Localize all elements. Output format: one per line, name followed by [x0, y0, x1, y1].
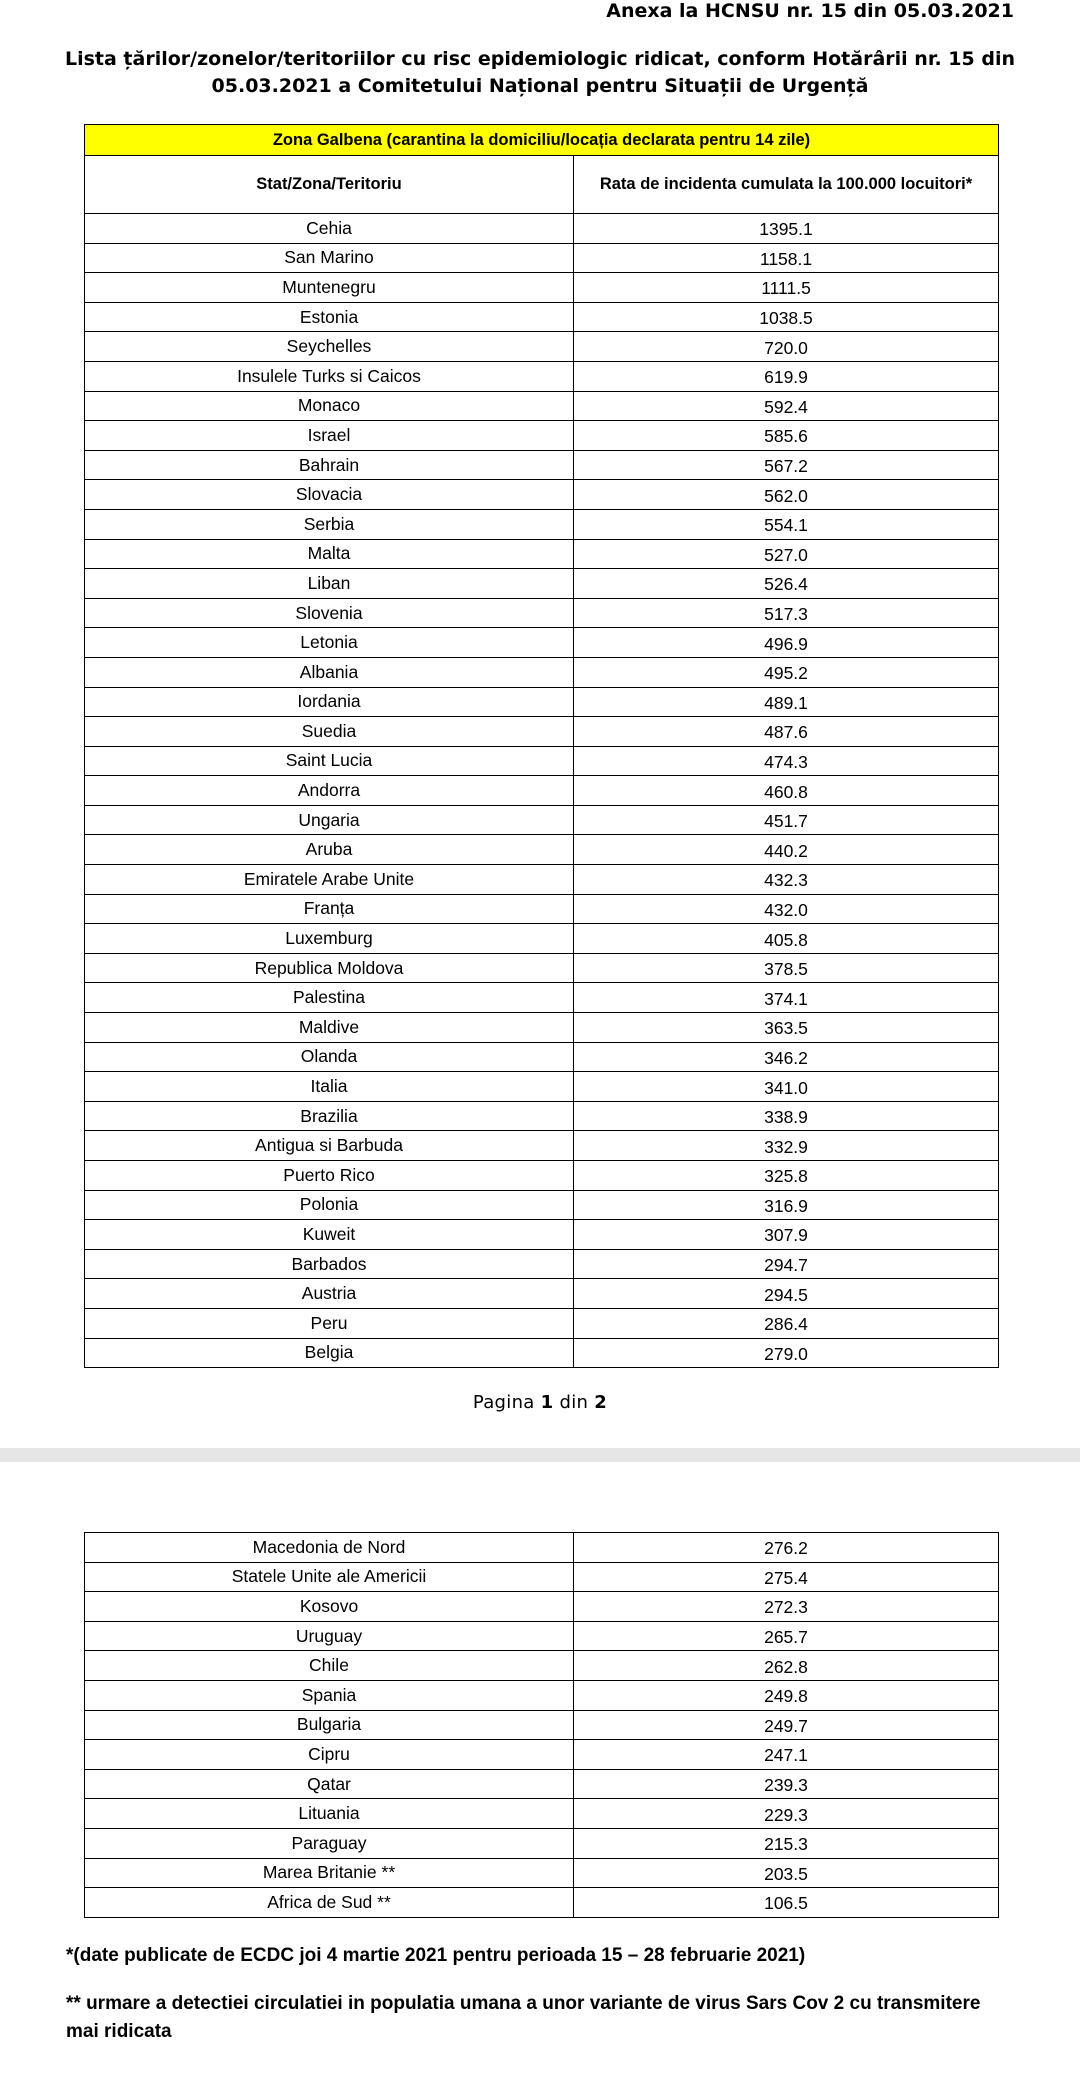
- table-row: [85, 1769, 999, 1799]
- table-row: [85, 539, 999, 569]
- incidence-rate-cell: 346.2: [574, 1042, 999, 1072]
- incidence-rate-cell: 239.3: [574, 1769, 999, 1799]
- country-cell: Lituania: [85, 1799, 574, 1829]
- table-row: [85, 1621, 999, 1651]
- incidence-rate-cell: 286.4: [574, 1308, 999, 1338]
- table-row: [85, 361, 999, 391]
- table-row: [85, 1592, 999, 1622]
- table-row: [85, 509, 999, 539]
- table-row: [85, 924, 999, 954]
- table-row: [85, 746, 999, 776]
- document-title-line-1: Lista țărilor/zonelor/teritoriilor cu risc epidemiologic ridicat, conform Hotărârii nr. 15 din: [64, 48, 1016, 70]
- country-cell: Monaco: [85, 391, 574, 421]
- incidence-rate-cell: 432.3: [574, 865, 999, 895]
- table-row: [85, 598, 999, 628]
- table-row: [85, 273, 999, 303]
- risk-countries-table-page-1: [84, 124, 999, 1368]
- footnote-ecdc-source: *(date publicate de ECDC joi 4 martie 2021 pentru perioada 15 – 28 februarie 2021): [66, 1945, 806, 1966]
- country-cell: Insulele Turks si Caicos: [85, 361, 574, 391]
- zone-label: Zona Galbena (carantina la domiciliu/locația declarata pentru 14 zile): [85, 125, 999, 156]
- incidence-rate-cell: 275.4: [574, 1562, 999, 1592]
- country-cell: Serbia: [85, 509, 574, 539]
- incidence-rate-cell: 203.5: [574, 1858, 999, 1888]
- current-page: 1: [540, 1392, 554, 1413]
- country-cell: Slovenia: [85, 598, 574, 628]
- table-row: [85, 1308, 999, 1338]
- table-row: [85, 480, 999, 510]
- incidence-rate-cell: 363.5: [574, 1013, 999, 1043]
- of-word: din: [559, 1392, 589, 1413]
- table-row: [85, 1101, 999, 1131]
- country-cell: Letonia: [85, 628, 574, 658]
- table-row: [85, 1338, 999, 1368]
- table-row: [85, 1042, 999, 1072]
- incidence-rate-cell: 474.3: [574, 746, 999, 776]
- incidence-rate-cell: 249.7: [574, 1710, 999, 1740]
- country-cell: Emiratele Arabe Unite: [85, 865, 574, 895]
- table-row: [85, 1799, 999, 1829]
- table-row: [85, 450, 999, 480]
- incidence-rate-cell: 440.2: [574, 835, 999, 865]
- country-cell: Peru: [85, 1308, 574, 1338]
- country-cell: Polonia: [85, 1190, 574, 1220]
- country-cell: Macedonia de Nord: [85, 1533, 574, 1563]
- table-row: [85, 1651, 999, 1681]
- country-cell: Seychelles: [85, 332, 574, 362]
- incidence-rate-cell: 378.5: [574, 953, 999, 983]
- country-cell: Bahrain: [85, 450, 574, 480]
- country-cell: Kuweit: [85, 1220, 574, 1250]
- table-row: [85, 1131, 999, 1161]
- table-row: [85, 1161, 999, 1191]
- country-cell: Antigua si Barbuda: [85, 1131, 574, 1161]
- table-row: [85, 243, 999, 273]
- table-row: [85, 717, 999, 747]
- country-cell: Saint Lucia: [85, 746, 574, 776]
- table-row: [85, 657, 999, 687]
- incidence-rate-cell: 294.7: [574, 1249, 999, 1279]
- table-row: [85, 983, 999, 1013]
- country-cell: Estonia: [85, 302, 574, 332]
- country-cell: Brazilia: [85, 1101, 574, 1131]
- table-row: [85, 687, 999, 717]
- incidence-rate-cell: 247.1: [574, 1740, 999, 1770]
- incidence-rate-cell: 1111.5: [574, 273, 999, 303]
- table-row: [85, 1710, 999, 1740]
- column-header-rate: Rata de incidenta cumulata la 100.000 locuitori*: [574, 156, 999, 214]
- incidence-rate-cell: 325.8: [574, 1161, 999, 1191]
- incidence-rate-cell: 215.3: [574, 1828, 999, 1858]
- country-cell: Spania: [85, 1680, 574, 1710]
- table-row: [85, 953, 999, 983]
- table-row: [85, 1828, 999, 1858]
- incidence-rate-cell: 517.3: [574, 598, 999, 628]
- table-row: [85, 1190, 999, 1220]
- table-row: [85, 1680, 999, 1710]
- table-row: [85, 214, 999, 244]
- table-row: [85, 569, 999, 599]
- country-cell: Luxemburg: [85, 924, 574, 954]
- incidence-rate-cell: 249.8: [574, 1680, 999, 1710]
- table-row: [85, 1013, 999, 1043]
- country-cell: Bulgaria: [85, 1710, 574, 1740]
- country-cell: Palestina: [85, 983, 574, 1013]
- incidence-rate-cell: 432.0: [574, 894, 999, 924]
- table-row: [85, 805, 999, 835]
- country-cell: Franța: [85, 894, 574, 924]
- country-cell: Chile: [85, 1651, 574, 1681]
- zone-header-row: [85, 125, 999, 156]
- incidence-rate-cell: 307.9: [574, 1220, 999, 1250]
- incidence-rate-cell: 554.1: [574, 509, 999, 539]
- table-row: [85, 1858, 999, 1888]
- incidence-rate-cell: 567.2: [574, 450, 999, 480]
- country-cell: Republica Moldova: [85, 953, 574, 983]
- incidence-rate-cell: 487.6: [574, 717, 999, 747]
- country-cell: Ungaria: [85, 805, 574, 835]
- country-cell: Africa de Sud **: [85, 1888, 574, 1918]
- incidence-rate-cell: 489.1: [574, 687, 999, 717]
- table-row: [85, 302, 999, 332]
- document-title: [60, 46, 1020, 100]
- country-cell: Statele Unite ale Americii: [85, 1562, 574, 1592]
- page-number: [0, 1392, 1080, 1413]
- column-header-row: [85, 156, 999, 214]
- country-cell: Aruba: [85, 835, 574, 865]
- total-pages: 2: [594, 1392, 608, 1413]
- incidence-rate-cell: 294.5: [574, 1279, 999, 1309]
- table-row: [85, 1533, 999, 1563]
- country-cell: Malta: [85, 539, 574, 569]
- page-separator: [0, 1448, 1080, 1462]
- table-row: [85, 1249, 999, 1279]
- incidence-rate-cell: 451.7: [574, 805, 999, 835]
- country-cell: Austria: [85, 1279, 574, 1309]
- table-row: [85, 1072, 999, 1102]
- table-row: [85, 628, 999, 658]
- incidence-rate-cell: 332.9: [574, 1131, 999, 1161]
- country-cell: Slovacia: [85, 480, 574, 510]
- table-row: [85, 894, 999, 924]
- table-row: [85, 1740, 999, 1770]
- country-cell: Barbados: [85, 1249, 574, 1279]
- country-cell: Iordania: [85, 687, 574, 717]
- incidence-rate-cell: 619.9: [574, 361, 999, 391]
- country-cell: Israel: [85, 421, 574, 451]
- incidence-rate-cell: 338.9: [574, 1101, 999, 1131]
- incidence-rate-cell: 527.0: [574, 539, 999, 569]
- country-cell: Maldive: [85, 1013, 574, 1043]
- incidence-rate-cell: 585.6: [574, 421, 999, 451]
- table-row: [85, 835, 999, 865]
- page-word: Pagina: [472, 1392, 535, 1413]
- table-row: [85, 332, 999, 362]
- country-cell: Paraguay: [85, 1828, 574, 1858]
- table-row: [85, 391, 999, 421]
- country-cell: Kosovo: [85, 1592, 574, 1622]
- incidence-rate-cell: 279.0: [574, 1338, 999, 1368]
- footnote-variant-detection: ** urmare a detectiei circulatiei in populatia umana a unor variante de virus Sars Cov 2 cu transmitere mai ridicata: [66, 1993, 981, 2042]
- table-row: [85, 1279, 999, 1309]
- table-row: [85, 865, 999, 895]
- annex-reference: Anexa la HCNSU nr. 15 din 05.03.2021: [606, 0, 1014, 22]
- incidence-rate-cell: 720.0: [574, 332, 999, 362]
- incidence-rate-cell: 526.4: [574, 569, 999, 599]
- incidence-rate-cell: 460.8: [574, 776, 999, 806]
- country-cell: Italia: [85, 1072, 574, 1102]
- incidence-rate-cell: 1158.1: [574, 243, 999, 273]
- country-cell: San Marino: [85, 243, 574, 273]
- country-cell: Suedia: [85, 717, 574, 747]
- country-cell: Olanda: [85, 1042, 574, 1072]
- incidence-rate-cell: 265.7: [574, 1621, 999, 1651]
- incidence-rate-cell: 405.8: [574, 924, 999, 954]
- incidence-rate-cell: 262.8: [574, 1651, 999, 1681]
- table-row: [85, 1888, 999, 1918]
- country-cell: Cehia: [85, 214, 574, 244]
- country-cell: Uruguay: [85, 1621, 574, 1651]
- country-cell: Puerto Rico: [85, 1161, 574, 1191]
- table-row: [85, 421, 999, 451]
- incidence-rate-cell: 272.3: [574, 1592, 999, 1622]
- incidence-rate-cell: 495.2: [574, 657, 999, 687]
- country-cell: Muntenegru: [85, 273, 574, 303]
- incidence-rate-cell: 1395.1: [574, 214, 999, 244]
- country-cell: Andorra: [85, 776, 574, 806]
- country-cell: Qatar: [85, 1769, 574, 1799]
- document-title-line-2: 05.03.2021 a Comitetului Național pentru Situații de Urgență: [211, 75, 869, 97]
- incidence-rate-cell: 374.1: [574, 983, 999, 1013]
- table-row: [85, 776, 999, 806]
- incidence-rate-cell: 276.2: [574, 1533, 999, 1563]
- incidence-rate-cell: 341.0: [574, 1072, 999, 1102]
- incidence-rate-cell: 106.5: [574, 1888, 999, 1918]
- country-cell: Liban: [85, 569, 574, 599]
- country-cell: Belgia: [85, 1338, 574, 1368]
- table-row: [85, 1562, 999, 1592]
- table-row: [85, 1220, 999, 1250]
- incidence-rate-cell: 592.4: [574, 391, 999, 421]
- incidence-rate-cell: 496.9: [574, 628, 999, 658]
- country-cell: Albania: [85, 657, 574, 687]
- country-cell: Marea Britanie **: [85, 1858, 574, 1888]
- risk-countries-table-page-2: [84, 1532, 999, 1918]
- incidence-rate-cell: 316.9: [574, 1190, 999, 1220]
- incidence-rate-cell: 229.3: [574, 1799, 999, 1829]
- column-header-country: Stat/Zona/Teritoriu: [85, 156, 574, 214]
- incidence-rate-cell: 1038.5: [574, 302, 999, 332]
- incidence-rate-cell: 562.0: [574, 480, 999, 510]
- country-cell: Cipru: [85, 1740, 574, 1770]
